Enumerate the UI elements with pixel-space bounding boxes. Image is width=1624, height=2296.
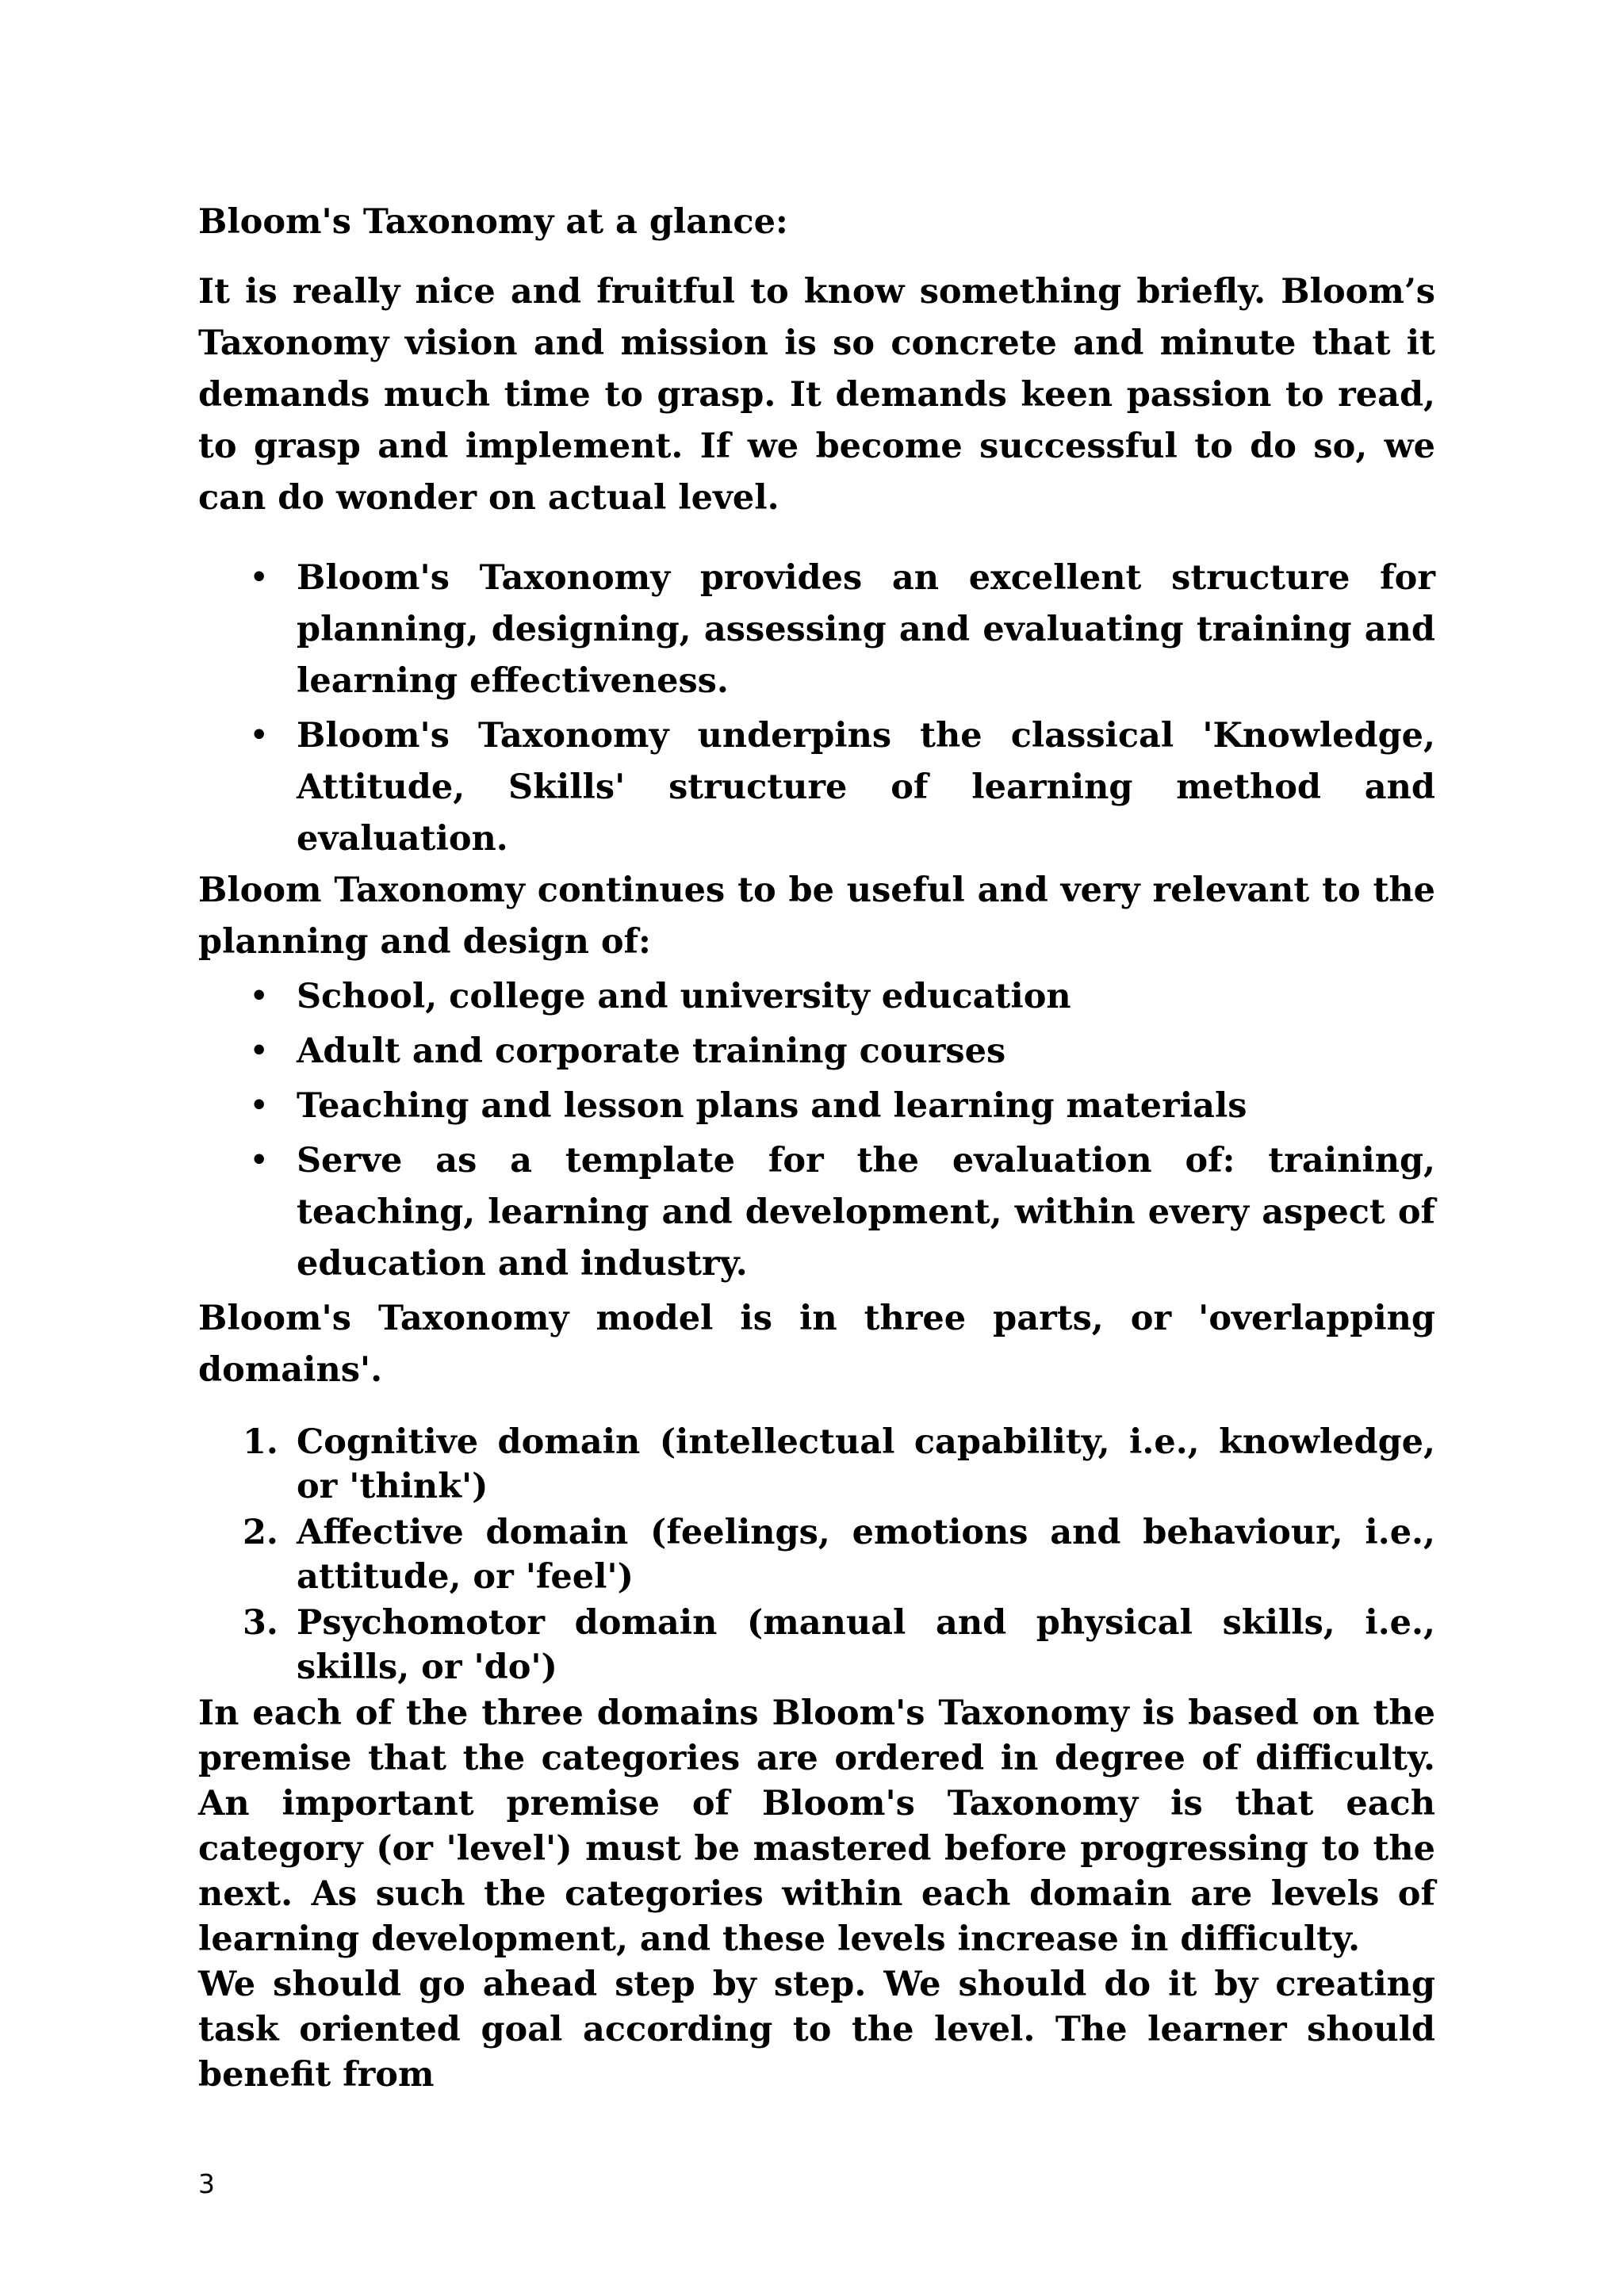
list-item-text: Bloom's Taxonomy underpins the classical 'Knowledge, Attitude, Skills' structure of learning method and evaluation. [297, 716, 1435, 859]
intro-paragraph: It is really nice and fruitful to know something briefly. Bloom’s Taxonomy vision and mission is so concrete and minute that it demands much time to grasp. It demands keen passion to read, to grasp and implement. If we become successful to do so, we can do wonder on actual level. [198, 272, 1435, 518]
list-item-text: Cognitive domain (intellectual capability, i.e., knowledge, or 'think') [297, 1422, 1435, 1506]
premise-paragraph: In each of the three domains Bloom's Taxonomy is based on the premise that the categories are ordered in degree of difficulty. An important premise of Bloom's Taxonomy is that each category (or 'level') must be mastered before progressing to the next. As such the categories within each domain are levels of learning development, and these levels increase in difficulty. [198, 1693, 1435, 1959]
bullet-list-uses [198, 971, 1435, 1290]
closing-paragraph: We should go ahead step by step. We should do it by creating task oriented goal according to the level. The learner should benefit from [198, 1965, 1435, 2095]
list-item [249, 710, 1435, 865]
list-number: 1. [243, 1422, 278, 1462]
bullet-icon: • [249, 716, 270, 756]
bullet-icon: • [249, 1086, 270, 1126]
list-number: 3. [243, 1603, 278, 1643]
list-item-text: Serve as a template for the evaluation of: training, teaching, learning and development, within every aspect of education and industry. [297, 1141, 1435, 1284]
list-item-text: Bloom's Taxonomy provides an excellent structure for planning, designing, assessing and evaluating training and learning effectiveness. [297, 558, 1435, 701]
list-item [249, 1135, 1435, 1290]
list-item [243, 1420, 1435, 1510]
list-item [243, 1510, 1435, 1601]
list-item [249, 1081, 1435, 1132]
list-item-text: Adult and corporate training courses [297, 1031, 1006, 1071]
page-number: 3 [198, 2168, 215, 2199]
bullet-icon: • [249, 1141, 270, 1181]
numbered-list-domains [198, 1420, 1435, 1691]
relevance-paragraph: Bloom Taxonomy continues to be useful and very relevant to the planning and design of: [198, 871, 1435, 962]
list-item [249, 553, 1435, 707]
list-item-text: Psychomotor domain (manual and physical skills, i.e., skills, or 'do') [297, 1603, 1435, 1687]
list-number: 2. [243, 1513, 278, 1552]
list-item-text: School, college and university education [297, 977, 1071, 1016]
list-item [243, 1601, 1435, 1691]
list-item-text: Affective domain (feelings, emotions and behaviour, i.e., attitude, or 'feel') [297, 1513, 1435, 1597]
bullet-icon: • [249, 558, 270, 598]
bullet-icon: • [249, 1031, 270, 1071]
bullet-icon: • [249, 977, 270, 1016]
section-heading: Bloom's Taxonomy at a glance: [198, 202, 788, 242]
domains-intro-paragraph: Bloom's Taxonomy model is in three parts, or 'overlapping domains'. [198, 1299, 1435, 1390]
list-item [249, 971, 1435, 1023]
bullet-list-benefits [198, 553, 1435, 865]
list-item [249, 1026, 1435, 1077]
list-item-text: Teaching and lesson plans and learning materials [297, 1086, 1247, 1126]
document-page [198, 198, 1435, 2098]
